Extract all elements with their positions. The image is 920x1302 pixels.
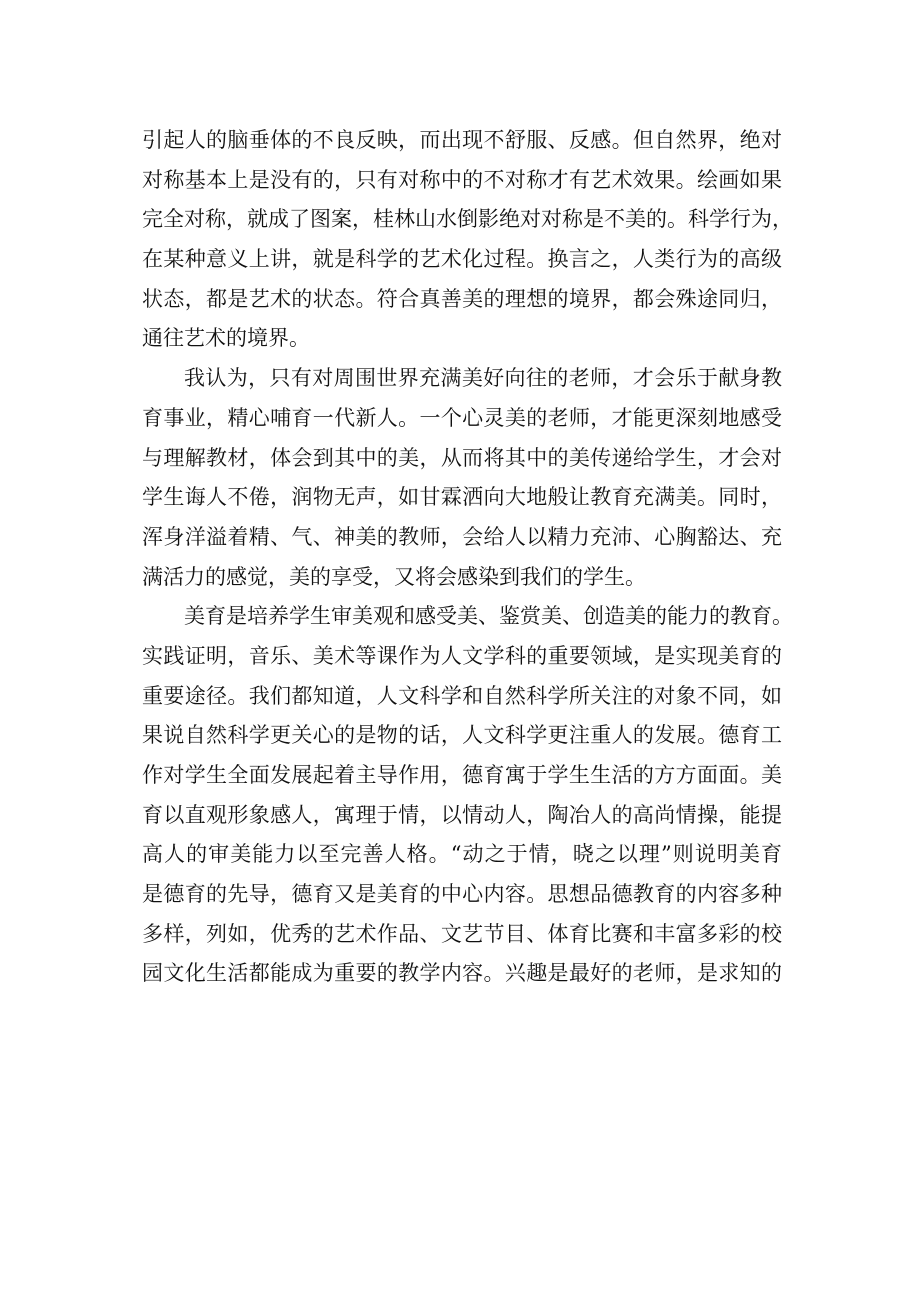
text-line: 学生诲人不倦，润物无声，如甘霖洒向大地般让教育充满美。同时，	[142, 485, 782, 510]
text-line: 重要途径。我们都知道，人文科学和自然科学所关注的对象不同，如	[142, 683, 782, 708]
paragraph-3	[142, 597, 793, 994]
paragraph-2	[142, 359, 782, 597]
text-line: 满活力的感觉，美的享受，又将会感染到我们的学生。	[142, 564, 646, 589]
text-line: 状态，都是艺术的状态。符合真善美的理想的境界，都会殊途同归，	[142, 286, 782, 311]
text-line: 我认为，只有对周围世界充满美好向往的老师，才会乐于献身教	[184, 366, 782, 391]
text-line: 通往艺术的境界。	[142, 326, 310, 351]
text-line: 对称基本上是没有的，只有对称中的不对称才有艺术效果。绘画如果	[142, 167, 782, 192]
text-line: 实践证明，音乐、美术等课作为人文学科的重要领域，是实现美育的	[142, 643, 782, 668]
text-line: 在某种意义上讲，就是科学的艺术化过程。换言之，人类行为的高级	[142, 247, 782, 272]
text-line: 多样，列如，优秀的艺术作品、文艺节目、体育比赛和丰富多彩的校	[142, 921, 782, 946]
text-line: 完全对称，就成了图案，桂林山水倒影绝对对称是不美的。科学行为，	[142, 207, 793, 232]
document-body	[142, 121, 793, 994]
text-line: 与理解教材，体会到其中的美，从而将其中的美传递给学生，才会对	[142, 445, 782, 470]
text-line: 浑身洋溢着精、气、神美的教师，会给人以精力充沛、心胸豁达、充	[142, 524, 782, 549]
paragraph-1	[142, 121, 793, 359]
text-line: 作对学生全面发展起着主导作用，德育寓于学生生活的方方面面。美	[142, 763, 782, 787]
text-line: 引起人的脑垂体的不良反映，而出现不舒服、反感。但自然界，绝对	[142, 128, 782, 152]
text-line: 育事业，精心哺育一代新人。一个心灵美的老师，才能更深刻地感受	[142, 405, 782, 430]
text-line: 育以直观形象感人，寓理于情，以情动人，陶冶人的高尚情操，能提	[142, 802, 782, 827]
text-line: 园文化生活都能成为重要的教学内容。兴趣是最好的老师，是求知的	[142, 961, 782, 986]
text-line: 是德育的先导，德育又是美育的中心内容。思想品德教育的内容多种	[142, 882, 782, 907]
text-line: 美育是培养学生审美观和感受美、鉴赏美、创造美的能力的教育。	[184, 604, 793, 629]
text-line: 果说自然科学更关心的是物的话，人文科学更注重人的发展。德育工	[142, 723, 782, 748]
text-line: 高人的审美能力以至完善人格。“动之于情，晓之以理”则说明美育	[142, 842, 782, 867]
